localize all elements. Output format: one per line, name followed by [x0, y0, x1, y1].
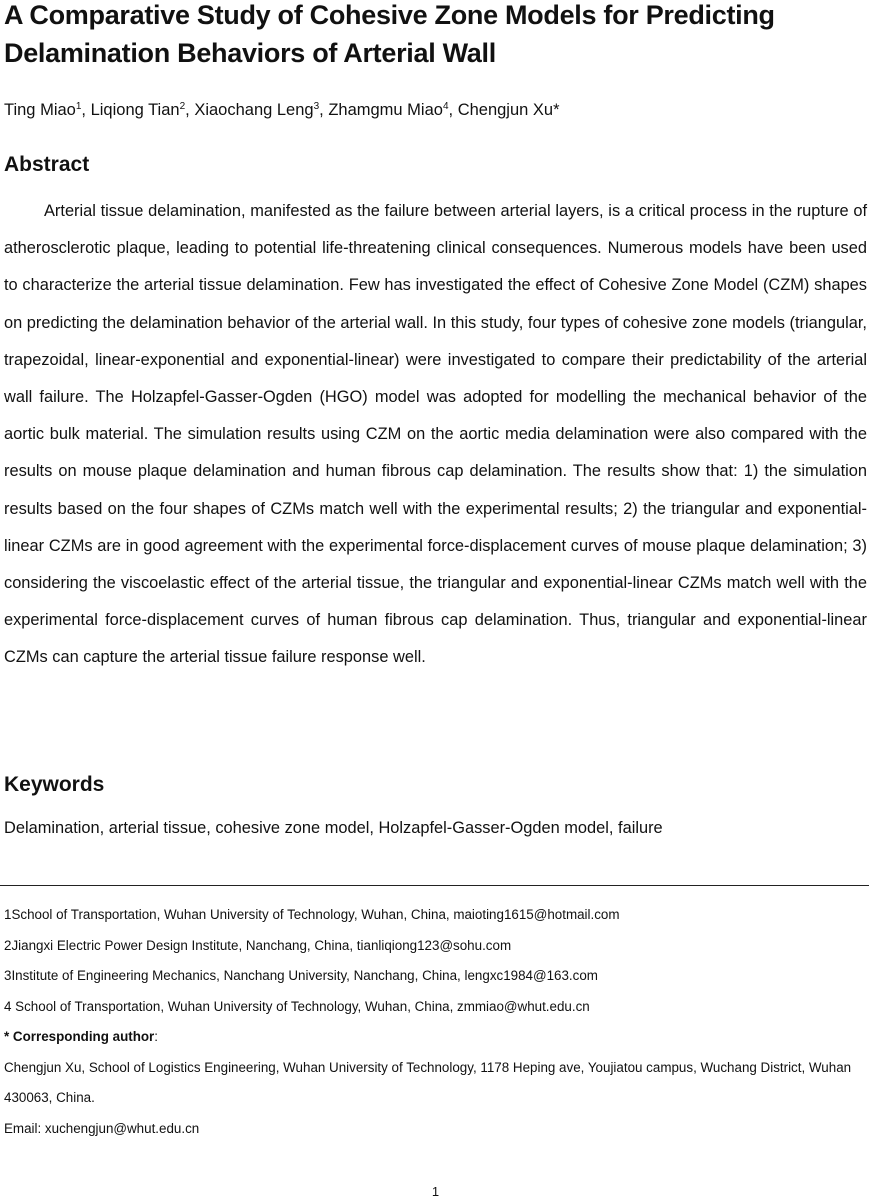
- author-name: Xiaochang Leng: [194, 101, 314, 119]
- footnotes: [4, 900, 864, 1144]
- title-line-2: Delamination Behaviors of Arterial Wall: [4, 38, 496, 68]
- author-name: Ting Miao: [4, 101, 76, 119]
- author-affiliation-mark: 3: [313, 101, 320, 112]
- footnote-divider: [0, 885, 869, 886]
- paper-title: [4, 0, 864, 72]
- abstract-heading: Abstract: [4, 153, 90, 176]
- title-line-1: A Comparative Study of Cohesive Zone Models for Predicting: [4, 0, 775, 30]
- affiliation-2: 2Jiangxi Electric Power Design Institute, Nanchang, China, tianliqiong123@sohu.com: [4, 937, 512, 953]
- affiliation-1: 1School of Transportation, Wuhan University of Technology, Wuhan, China, maioting1615@hotmail.com: [4, 907, 620, 922]
- keywords-text: Delamination, arterial tissue, cohesive zone model, Holzapfel-Gasser-Ogden model, failure: [4, 819, 663, 837]
- author-name: Zhamgmu Miao: [328, 101, 443, 119]
- keywords-heading: Keywords: [4, 773, 105, 796]
- author-affiliation-mark: 2: [179, 101, 186, 112]
- corresponding-author-line: [4, 1022, 864, 1053]
- author-affiliation-mark: 1: [75, 101, 82, 112]
- affiliation-4: 4 School of Transportation, Wuhan University of Technology, Wuhan, China, zmmiao@whut.edu.cn: [4, 998, 590, 1014]
- affiliation-3: 3Institute of Engineering Mechanics, Nanchang University, Nanchang, China, lengxc1984@163.com: [4, 968, 598, 983]
- abstract-text: Arterial tissue delamination, manifested as the failure between arterial layers, is a critical process in the rupture of atherosclerotic plaque, leading to potential life-threatening clinical consequences. Numerous models have been used to characterize the arterial tissue delamination. Few has investigated the effect of Cohesive Zone Model (CZM) shapes on predicting the delamination behavior of the arterial wall. In this study, four types of cohesive zone models (triangular, trapezoidal, linear-exponential and exponential-linear) were investigated to compare their predictability of the arterial wall failure. The Holzapfel-Gasser-Ogden (HGO) model was adopted for modelling the mechanical behavior of the aortic bulk material. The simulation results using CZM on the aortic media delamination were also compared with the results on mouse plaque delamination and human fibrous cap delamination. The results show that: 1) the simulation results based on the four shapes of CZMs match well with the experimental results; 2) the triangular and exponential-linear CZMs are in good agreement with the experimental force-displacement curves of mouse plaque delamination; 3) considering the viscoelastic effect of the arterial tissue, the triangular and exponential-linear CZMs match well with the experimental force-displacement curves of human fibrous cap delamination. Thus, triangular and exponential-linear CZMs can capture the arterial tissue failure response well.: [4, 202, 867, 667]
- page-number: 1: [431, 1184, 440, 1199]
- author-affiliation-mark: 4: [442, 101, 449, 112]
- corresponding-mark: *: [553, 101, 560, 119]
- corresponding-author-email: Email: xuchengjun@whut.edu.cn: [4, 1120, 200, 1136]
- corresponding-author-address: Chengjun Xu, School of Logistics Engineering, Wuhan University of Technology, 1178 Heping ave, Youjiatou campus, Wuchang District, Wuhan 430063, China.: [4, 1059, 852, 1105]
- author-list: Ting Miao$^1$, Liqiong Tian$^2$, Xiaochang Leng$^3$, Zhamgmu Miao$^4$, Chengjun Xu*: [4, 101, 560, 119]
- corresponding-author-label: * Corresponding author: [4, 1029, 155, 1044]
- author-name: Liqiong Tian: [90, 101, 180, 119]
- author-name: Chengjun Xu: [457, 101, 554, 119]
- corresponding-author-colon: :: [154, 1029, 159, 1044]
